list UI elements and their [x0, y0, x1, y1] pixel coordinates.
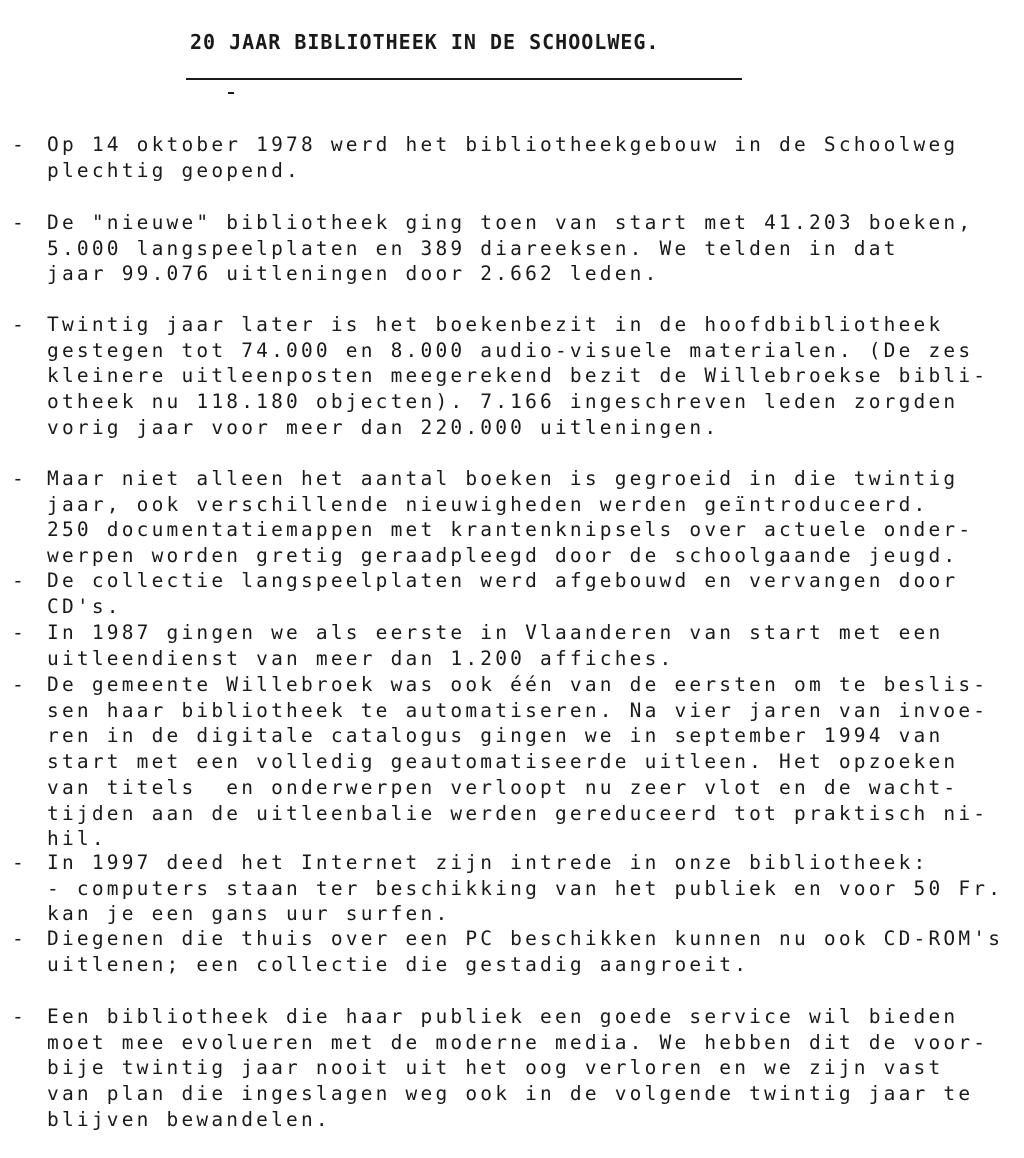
text-line: Een bibliotheek die haar publiek een goede service wil bieden	[47, 1005, 959, 1028]
text-line: van titels en onderwerpen verloopt nu zeer vlot en de wacht-	[47, 775, 959, 799]
text-line: jaar, ook verschillende nieuwigheden werden geïntroduceerd.	[47, 492, 929, 516]
text-line: van plan die ingeslagen weg ook in de volgende twintig jaar te	[47, 1082, 974, 1106]
text-line: Twintig jaar later is het boekenbezit in de hoofdbibliotheek	[47, 313, 944, 336]
paragraph-text	[47, 1004, 988, 1133]
text-line: 5.000 langspeelplaten en 389 diareeksen. We telden in dat	[47, 236, 899, 260]
text-line: gestegen tot 74.000 en 8.000 audio-visuele materialen. (De zes	[47, 338, 974, 362]
text-line: kan je een gans uur surfen.	[47, 902, 451, 926]
paragraph-text	[47, 850, 1003, 927]
bullet-dash: -	[12, 313, 27, 336]
paragraph-text	[47, 620, 943, 671]
text-line: Maar niet alleen het aantal boeken is gegroeid in die twintig	[47, 467, 959, 490]
text-line: uitleendienst van meer dan 1.200 affiches.	[47, 646, 675, 670]
text-line: In 1987 gingen we als eerste in Vlaanderen van start met een	[47, 621, 944, 644]
paragraph-text	[47, 312, 988, 441]
bullet-dash: -	[12, 621, 27, 644]
text-line: otheek nu 118.180 objecten). 7.166 ingeschreven leden zorgden	[47, 390, 959, 414]
bullet-dash: -	[12, 211, 27, 234]
text-line: De collectie langspeelplaten werd afgebouwd en vervangen door	[47, 569, 959, 592]
text-line: jaar 99.076 uitleningen door 2.662 leden.	[47, 262, 660, 286]
text-line: CD's.	[47, 594, 122, 618]
paragraph-text	[47, 132, 958, 183]
text-line: moet mee evolueren met de moderne media. We hebben dit de voor-	[47, 1030, 989, 1054]
bullet-dash: -	[12, 851, 27, 874]
text-line: ren in de digitale catalogus gingen we in september 1994 van	[47, 724, 944, 748]
bullet-dash: -	[12, 673, 27, 696]
bullet-dash: -	[12, 569, 27, 592]
bullet-dash: -	[12, 1005, 27, 1028]
paragraph-text	[47, 672, 988, 852]
text-line: tijden aan de uitleenbalie werden gereduceerd tot praktisch ni-	[47, 801, 989, 825]
document-title: 20 JAAR BIBLIOTHEEK IN DE SCHOOLWEG.	[190, 30, 660, 54]
text-line: In 1997 deed het Internet zijn intrede in onze bibliotheek:	[47, 851, 929, 874]
paragraph-text	[47, 466, 973, 569]
text-line: hil.	[47, 827, 107, 851]
paragraph-text	[47, 926, 1003, 977]
text-line: 250 documentatiemappen met krantenknipsels over actuele onder-	[47, 518, 974, 542]
text-line: Diegenen die thuis over een PC beschikken kunnen nu ook CD-ROM's	[47, 927, 1004, 950]
text-line: blijven bewandelen.	[47, 1107, 331, 1131]
title-underline	[186, 78, 742, 80]
text-line: vorig jaar voor meer dan 220.000 uitleningen.	[47, 415, 720, 439]
text-line: Op 14 oktober 1978 werd het bibliotheekgebouw in de Schoolweg	[47, 133, 959, 156]
text-line: - computers staan ter beschikking van het publiek en voor 50 Fr.	[47, 876, 1004, 900]
text-line: start met een volledig geautomatiseerde uitleen. Het opzoeken	[47, 750, 959, 774]
stray-mark	[228, 92, 234, 94]
text-line: De "nieuwe" bibliotheek ging toen van start met 41.203 boeken,	[47, 211, 974, 234]
text-line: plechtig geopend.	[47, 158, 301, 182]
paragraph-text	[47, 210, 973, 287]
bullet-dash: -	[12, 927, 27, 950]
text-line: bije twintig jaar nooit uit het oog verloren en we zijn vast	[47, 1056, 944, 1080]
paragraph-text	[47, 568, 958, 619]
text-line: uitlenen; een collectie die gestadig aangroeit.	[47, 952, 750, 976]
text-line: werpen worden gretig geraadpleegd door de schoolgaande jeugd.	[47, 544, 959, 568]
text-line: sen haar bibliotheek te automatiseren. Na vier jaren van invoe-	[47, 698, 989, 722]
bullet-dash: -	[12, 467, 27, 490]
bullet-dash: -	[12, 133, 27, 156]
text-line: kleinere uitleenposten meegerekend bezit de Willebroekse bibli-	[47, 364, 989, 388]
text-line: De gemeente Willebroek was ook één van de eersten om te beslis-	[47, 673, 989, 696]
